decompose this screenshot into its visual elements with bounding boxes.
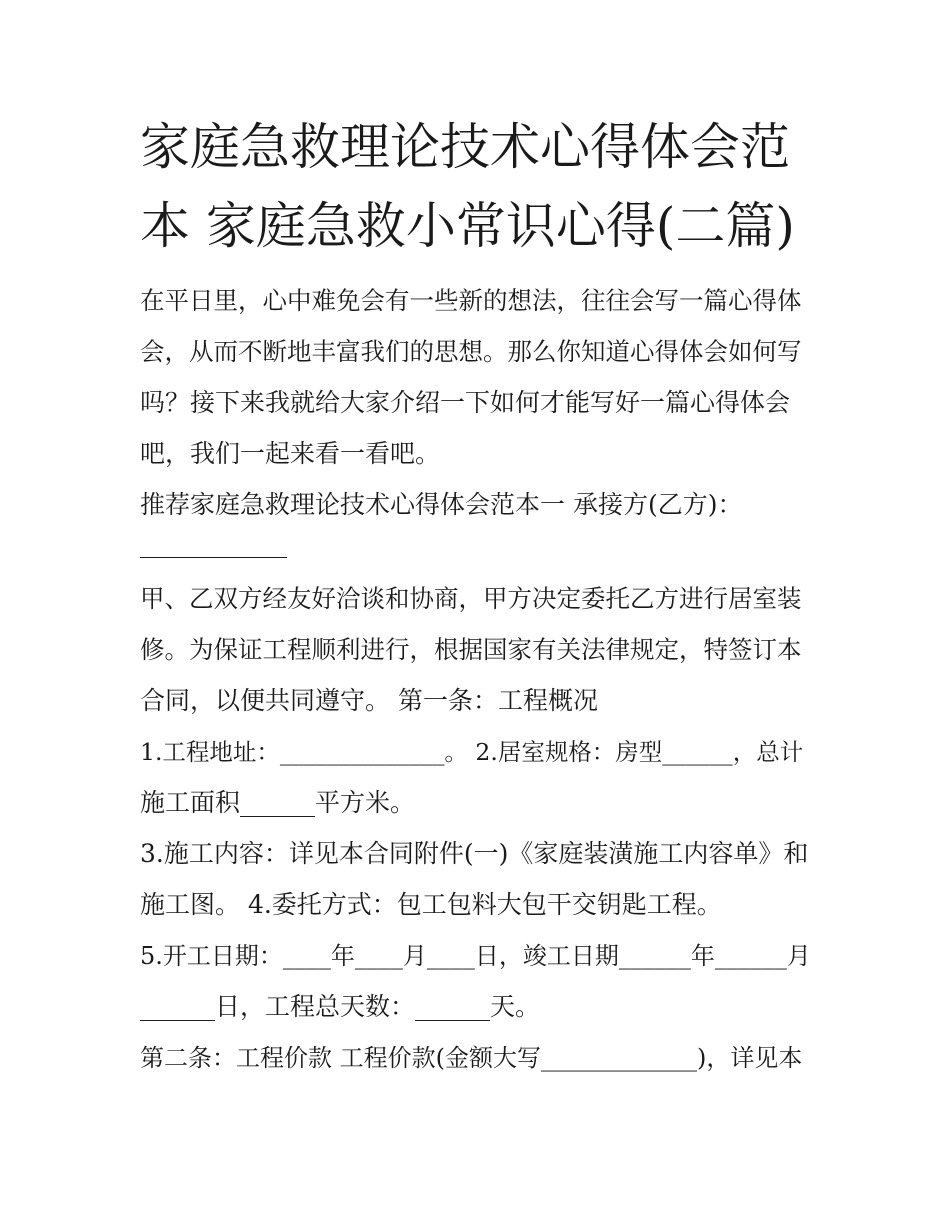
document-title-line-2: 本 家庭急救小常识心得(二篇)	[140, 197, 795, 255]
paragraph-line: 第二条：工程价款 工程价款(金额大写_____________)，详见本	[140, 1044, 803, 1072]
paragraph-line: 修。为保证工程顺利进行，根据国家有关法律规定，特签订本	[140, 635, 802, 664]
paragraph-line: 推荐家庭急救理论技术心得体会范本一 承接方(乙方)：	[140, 490, 743, 519]
paragraph-line: 施工面积______平方米。	[140, 788, 416, 817]
paragraph-line: 吗？接下来我就给大家介绍一下如何才能写好一篇心得体会	[140, 388, 791, 417]
paragraph-line: 施工图。 4.委托方式：包工包料大包干交钥匙工程。	[140, 890, 722, 919]
paragraph-line: 合同，以便共同遵守。 第一条：工程概况	[140, 686, 598, 715]
paragraph-line: 在平日里，心中难免会有一些新的想法，往往会写一篇心得体	[140, 286, 802, 315]
paragraph-line: 会，从而不断地丰富我们的思想。那么你知道心得体会如何写	[140, 337, 802, 366]
paragraph-line: 甲、乙双方经友好洽谈和协商，甲方决定委托乙方进行居室装	[140, 584, 802, 613]
paragraph-line: ______日，工程总天数：______天。	[140, 992, 541, 1021]
document-title-line-1: 家庭急救理论技术心得体会范	[140, 118, 790, 176]
paragraph-line: 1.工程地址：______________。 2.居室规格：房型______，总计	[140, 738, 804, 766]
fill-in-blank-line	[140, 557, 287, 558]
paragraph-line: 5.开工日期：____年____月____日，竣工日期______年______月	[140, 942, 811, 970]
paragraph-line: 3.施工内容：详见本合同附件(一)《家庭装潢施工内容单》和	[140, 839, 809, 868]
paragraph-line: 吧，我们一起来看一看吧。	[140, 439, 441, 468]
